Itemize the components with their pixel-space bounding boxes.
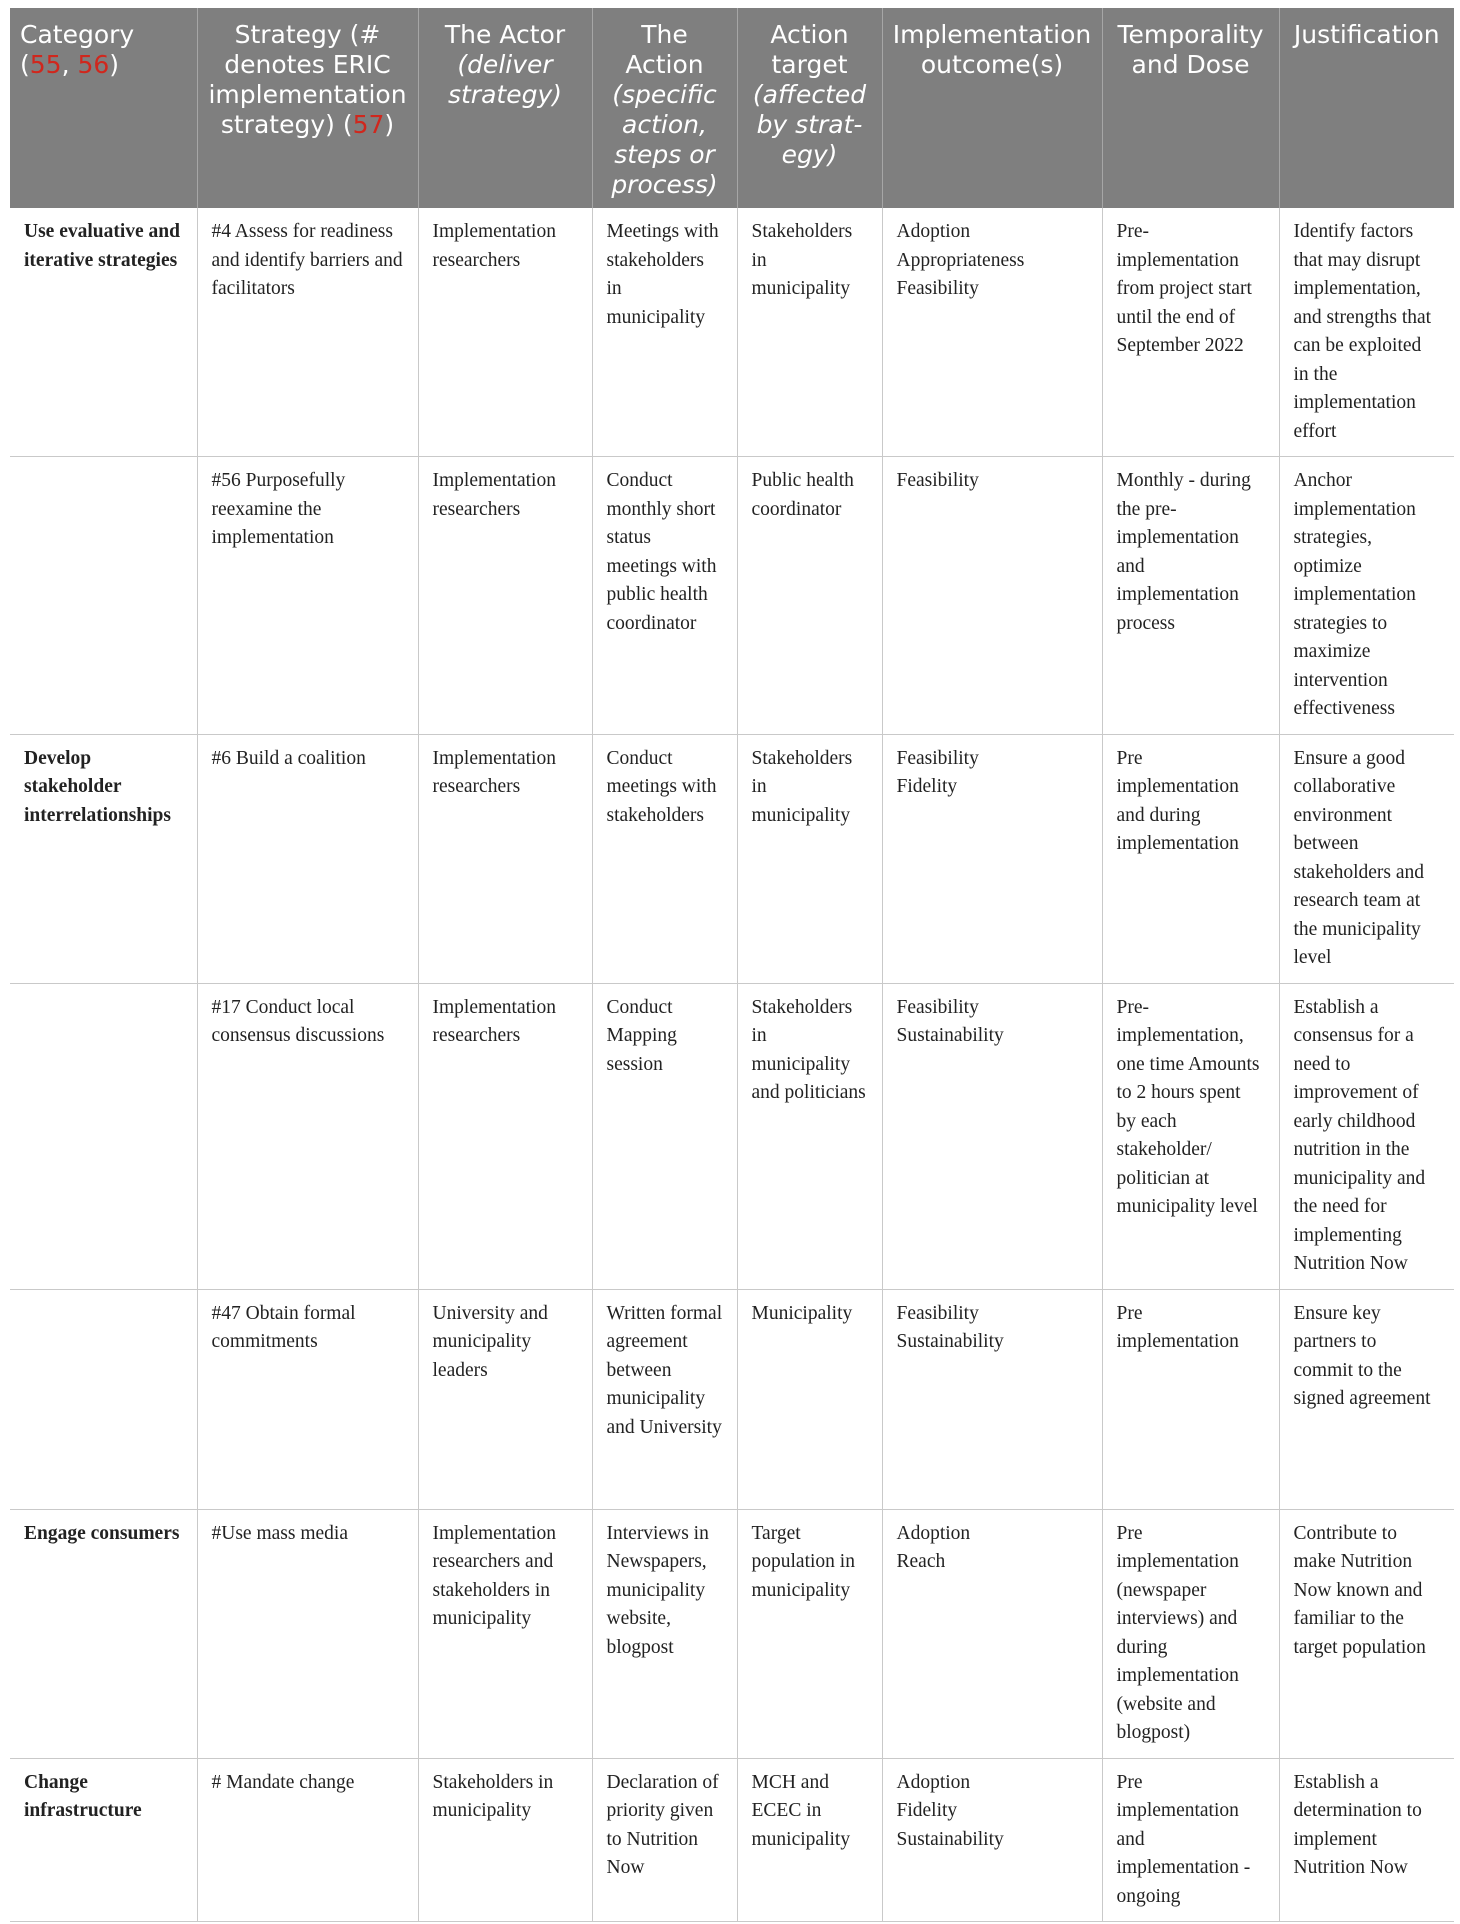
cell-strategy: #17 Conduct local consensus discussions xyxy=(197,983,418,1289)
cell-actor: Implementation researchers xyxy=(418,208,592,457)
cell-actor: University and municipality leaders xyxy=(418,1289,592,1509)
cell-strategy: #47 Obtain formal commitments xyxy=(197,1289,418,1509)
table-row xyxy=(10,983,1454,1289)
cell-strategy: #Use mass media xyxy=(197,1509,418,1758)
cell-temporality: Pre-implementation, one time Amounts to 2 hours spent by each stakeholder/ politician at municipality level xyxy=(1102,983,1279,1289)
cell-justification: Ensure a good collaborative environment between stakeholders and research team at the municipality level xyxy=(1279,734,1454,983)
cell-category xyxy=(10,457,197,735)
cell-outcome: Feasibility xyxy=(882,457,1102,735)
reference-link[interactable]: 57 xyxy=(352,110,385,139)
cell-actor: Stakeholders in municipality xyxy=(418,1758,592,1922)
header-action: The Action (specific action, steps or process) xyxy=(592,8,737,208)
cell-action: Meetings with stakeholders in municipality xyxy=(592,208,737,457)
cell-temporality: Pre implementation (newspaper interviews) and during implementation (website and blogpost) xyxy=(1102,1509,1279,1758)
cell-justification: Establish a determination to implement Nutrition Now xyxy=(1279,1758,1454,1922)
cell-temporality: Pre implementation and during implementation xyxy=(1102,734,1279,983)
cell-category xyxy=(10,983,197,1289)
cell-outcome: Feasibility Sustainability xyxy=(882,983,1102,1289)
cell-justification: Anchor implementation strategies, optimize implementation strategies to maximize intervention effectiveness xyxy=(1279,457,1454,735)
header-strategy: Strategy (# denotes ERIC implementation strategy) (57) xyxy=(197,8,418,208)
cell-actor: Implementation researchers xyxy=(418,457,592,735)
cell-actor: Implementation researchers xyxy=(418,983,592,1289)
cell-temporality: Monthly - during the pre-implementation and implementation process xyxy=(1102,457,1279,735)
cell-justification: Establish a consensus for a need to improvement of early childhood nutrition in the municipality and the need for implementing Nutrition Now xyxy=(1279,983,1454,1289)
cell-action: Conduct meetings with stakeholders xyxy=(592,734,737,983)
cell-strategy: # Mandate change xyxy=(197,1758,418,1922)
cell-category: Use evaluative and iterative strategies xyxy=(10,208,197,457)
table-row xyxy=(10,457,1454,735)
cell-actor: Implementation researchers and stakeholders in municipality xyxy=(418,1509,592,1758)
cell-target: Public health coordinator xyxy=(737,457,882,735)
cell-justification: Contribute to make Nutrition Now known and familiar to the target population xyxy=(1279,1509,1454,1758)
cell-outcome: Adoption Fidelity Sustainability xyxy=(882,1758,1102,1922)
cell-category: Develop stakeholder interrelationships xyxy=(10,734,197,983)
strategy-table-container xyxy=(10,8,1454,1922)
table-row xyxy=(10,1289,1454,1509)
cell-target: Stakeholders in municipality and politicians xyxy=(737,983,882,1289)
header-row xyxy=(10,8,1454,208)
cell-actor: Implementation researchers xyxy=(418,734,592,983)
cell-outcome: Adoption Appropriateness Feasibility xyxy=(882,208,1102,457)
cell-target: Stakeholders in municipality xyxy=(737,208,882,457)
header-actor: The Actor (deliver strategy) xyxy=(418,8,592,208)
header-category: Category (55, 56) xyxy=(10,8,197,208)
cell-temporality: Pre implementation and implementation - ongoing xyxy=(1102,1758,1279,1922)
implementation-strategy-table xyxy=(10,8,1454,1922)
cell-temporality: Pre implementation xyxy=(1102,1289,1279,1509)
cell-action: Conduct monthly short status meetings with public health coordinator xyxy=(592,457,737,735)
cell-target: MCH and ECEC in municipality xyxy=(737,1758,882,1922)
table-row xyxy=(10,1509,1454,1758)
cell-strategy: #6 Build a coalition xyxy=(197,734,418,983)
cell-outcome: Feasibility Fidelity xyxy=(882,734,1102,983)
cell-category xyxy=(10,1289,197,1509)
cell-temporality: Pre-implementation from project start until the end of September 2022 xyxy=(1102,208,1279,457)
cell-strategy: #4 Assess for readiness and identify barriers and facilitators xyxy=(197,208,418,457)
cell-action: Conduct Mapping session xyxy=(592,983,737,1289)
cell-target: Stakeholders in municipality xyxy=(737,734,882,983)
reference-link[interactable]: 55 xyxy=(29,50,62,79)
cell-outcome: Adoption Reach xyxy=(882,1509,1102,1758)
header-temporality: Temporality and Dose xyxy=(1102,8,1279,208)
cell-category: Engage consumers xyxy=(10,1509,197,1758)
cell-action: Declaration of priority given to Nutrition Now xyxy=(592,1758,737,1922)
cell-action: Interviews in Newspapers, municipality website, blogpost xyxy=(592,1509,737,1758)
cell-target: Target population in municipality xyxy=(737,1509,882,1758)
header-target: Action target (affected by strat-egy) xyxy=(737,8,882,208)
header-outcome: Implementation outcome(s) xyxy=(882,8,1102,208)
reference-link[interactable]: 56 xyxy=(77,50,110,79)
cell-action: Written formal agreement between municipality and University xyxy=(592,1289,737,1509)
table-row xyxy=(10,734,1454,983)
cell-strategy: #56 Purposefully reexamine the implementation xyxy=(197,457,418,735)
table-row xyxy=(10,208,1454,457)
cell-category: Change infrastructure xyxy=(10,1758,197,1922)
cell-justification: Ensure key partners to commit to the signed agreement xyxy=(1279,1289,1454,1509)
cell-target: Municipality xyxy=(737,1289,882,1509)
cell-justification: Identify factors that may disrupt implementation, and strengths that can be exploited in the implementation effort xyxy=(1279,208,1454,457)
cell-outcome: Feasibility Sustainability xyxy=(882,1289,1102,1509)
table-row xyxy=(10,1758,1454,1922)
header-justification: Justification xyxy=(1279,8,1454,208)
